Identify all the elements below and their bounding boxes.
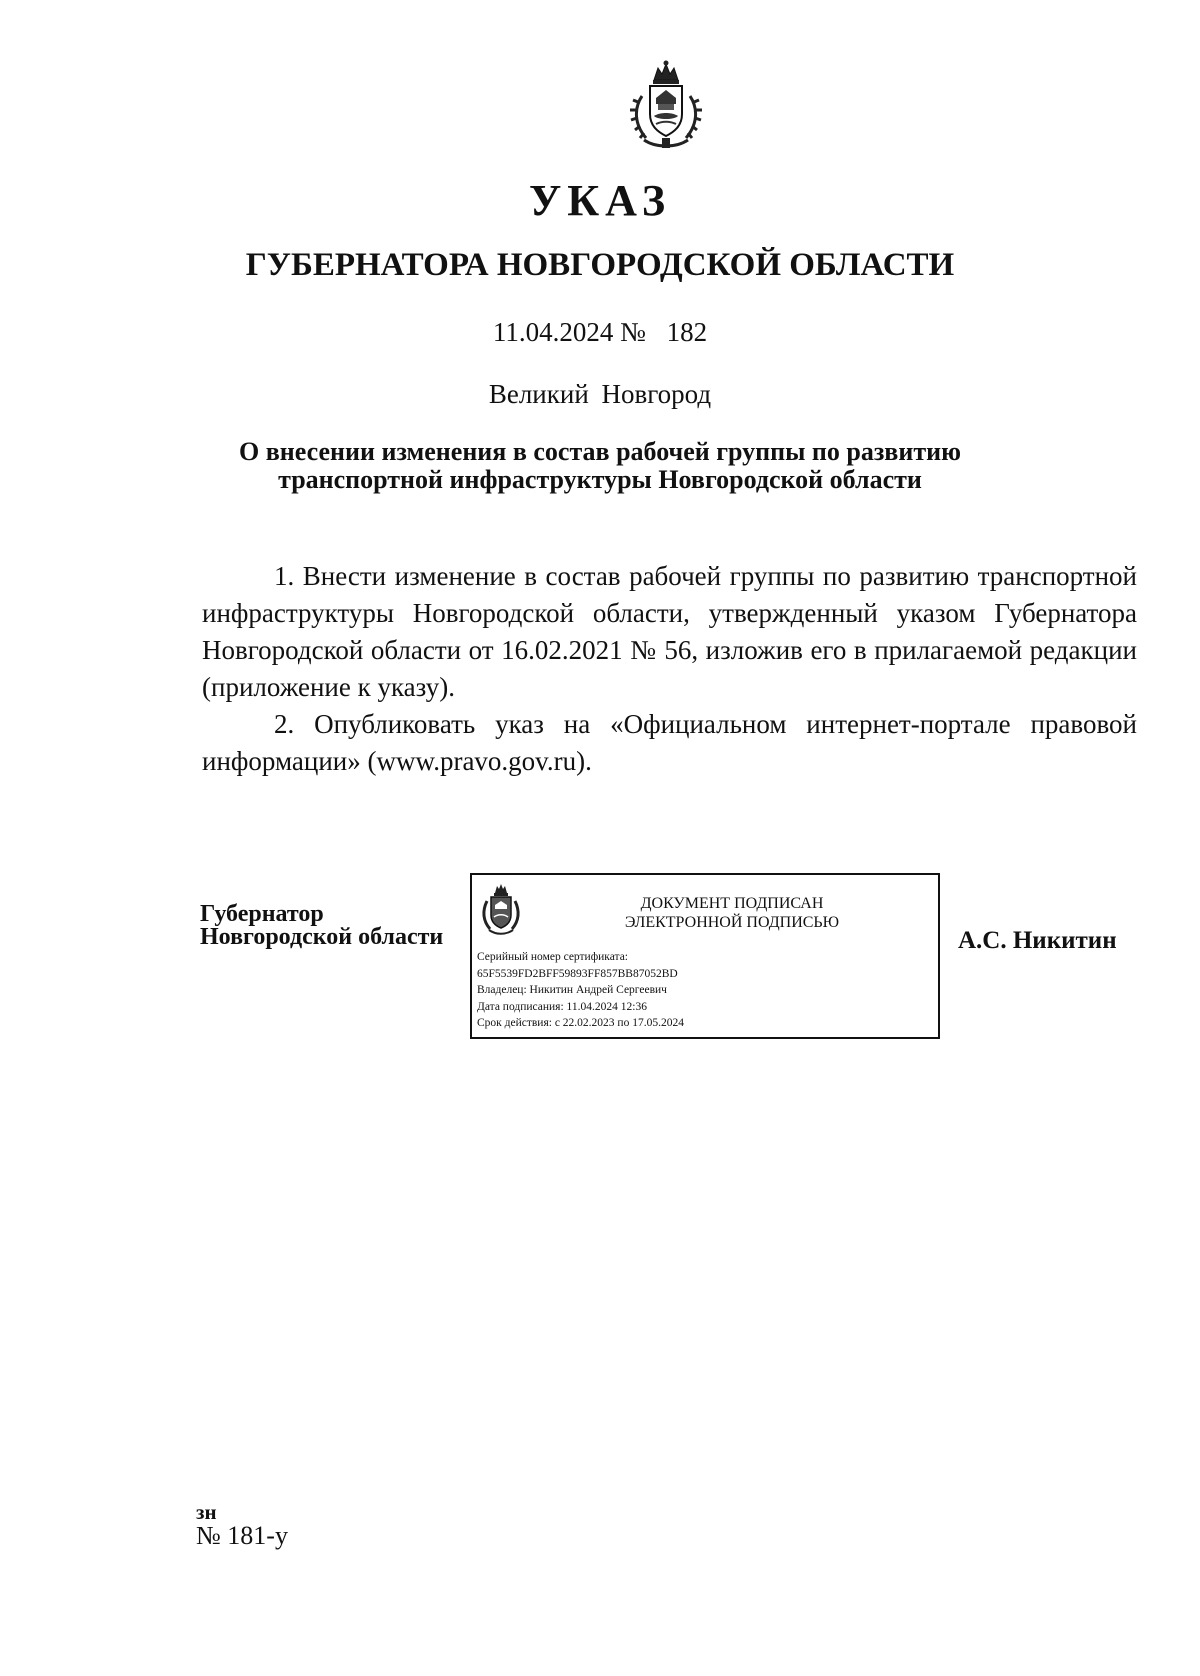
body-paragraph: 1. Внести изменение в состав рабочей группы по развитию транспортной инфраструктуры Новгородской области, утвержденный указом Губернатора Новгородской области от 16.02.2021 № 56, изложив его в прилагаемой редакции (приложение к указу).: [202, 561, 1137, 702]
document-date: 11.04.2024: [492, 317, 614, 347]
certificate-info: [477, 949, 684, 1032]
position-line: Новгородской области: [200, 924, 444, 950]
document-type-title: УКАЗ: [528, 176, 672, 225]
stamp-header-line: ЭЛЕКТРОННОЙ ПОДПИСЬЮ: [624, 914, 840, 931]
coat-of-arms-icon: [481, 883, 521, 935]
document-heading: [0, 438, 1200, 494]
registration-footer: [196, 1502, 288, 1550]
heading-line: транспортной инфраструктуры Новгородской области: [278, 465, 922, 494]
executor-initials: зн: [196, 1500, 217, 1524]
body-paragraph: 2. Опубликовать указ на «Официальном интернет-портале правовой информации» (www.pravo.gov.ru).: [202, 709, 1137, 776]
serial-value: 65F5539FD2BFF59893FF857BB87052BD: [477, 967, 678, 980]
document-body: [202, 558, 1137, 780]
document-number: 182: [666, 317, 708, 347]
heading-line: О внесении изменения в состав рабочей группы по развитию: [239, 437, 961, 466]
serial-label: Серийный номер сертификата:: [477, 951, 628, 963]
certificate-owner: Владелец: Никитин Андрей Сергеевич: [477, 984, 667, 996]
coat-of-arms-icon: [624, 58, 708, 152]
signing-date: Дата подписания: 11.04.2024 12:36: [477, 1000, 647, 1013]
position-line: Губернатор: [200, 901, 324, 927]
date-number-line: [0, 315, 1200, 349]
certificate-validity: Срок действия: с 22.02.2023 по 17.05.2024: [477, 1017, 684, 1029]
city-name: Великий Новгород: [488, 379, 712, 409]
signatory-name: А.С. Никитин: [958, 927, 1117, 954]
number-label: №: [620, 317, 646, 347]
electronic-signature-stamp: [470, 873, 940, 1039]
signatory-position: [200, 903, 443, 949]
stamp-header: [532, 894, 932, 932]
stamp-header-line: ДОКУМЕНТ ПОДПИСАН: [640, 895, 824, 912]
issuer-title: ГУБЕРНАТОРА НОВГОРОДСКОЙ ОБЛАСТИ: [245, 247, 955, 283]
registration-number: № 181-у: [196, 1521, 288, 1550]
